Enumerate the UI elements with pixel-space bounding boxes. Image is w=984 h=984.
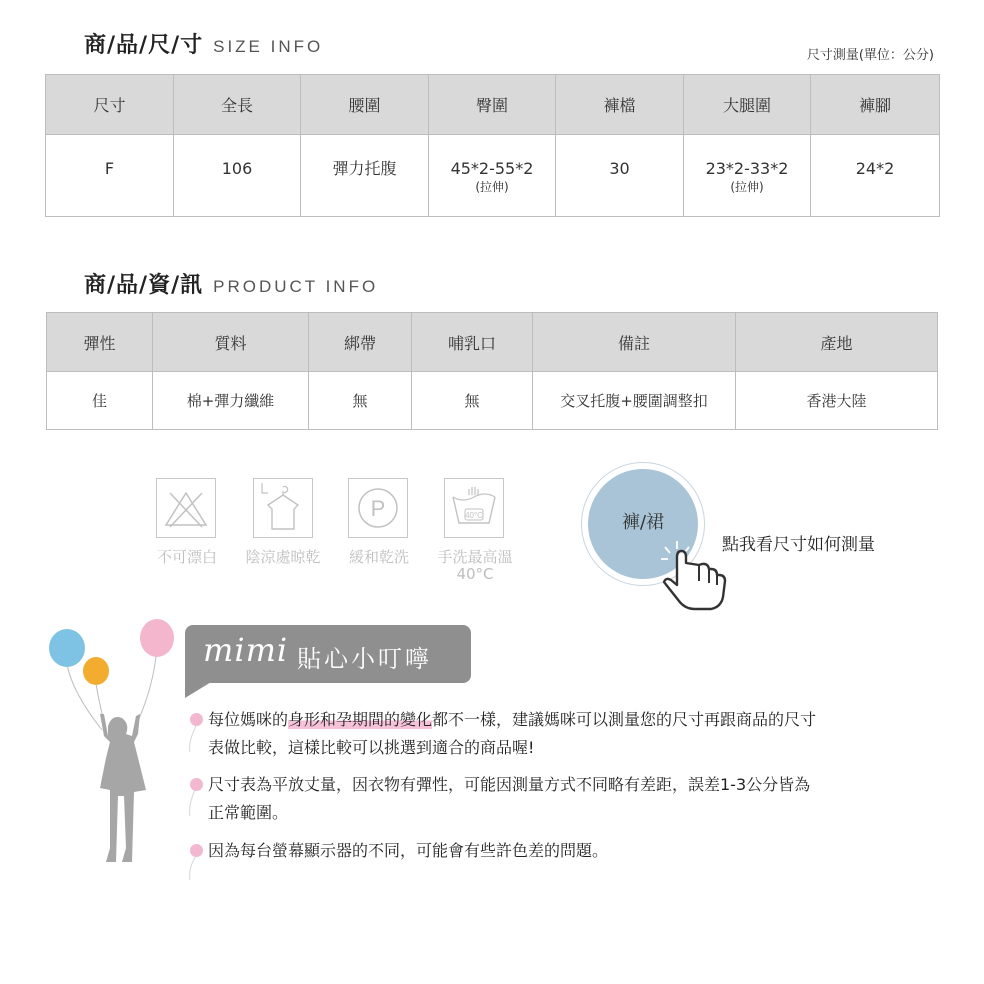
header-material: 質料 [153, 313, 309, 372]
care-label-shade-dry: 陰涼處晾乾 [245, 548, 321, 566]
cell-elasticity: 佳 [47, 372, 153, 430]
header-length: 全長 [174, 75, 301, 135]
cell-thigh [684, 135, 811, 217]
cell-hip-note: (拉伸) [475, 179, 509, 194]
cell-size-value: F [104, 158, 115, 178]
header-crotch: 褲檔 [556, 75, 684, 135]
product-table-row [47, 372, 938, 430]
cell-hem-value: 24*2 [855, 158, 895, 178]
size-title-zh: 商/品/尺/寸 [84, 33, 204, 58]
balloon-blue [49, 629, 85, 667]
tip-3-text: 因為每台螢幕顯示器的不同，可能會有些許色差的問題。 [208, 841, 609, 860]
tip-bullet-2 [190, 778, 203, 791]
header-strap: 綁帶 [309, 313, 412, 372]
gentle-dry-clean-icon [348, 478, 408, 538]
tip-2-text: 尺寸表為平放丈量，因衣物有彈性，可能因測量方式不同略有差距，誤差1-3公分皆為 [208, 775, 811, 794]
header-hip: 臀圍 [429, 75, 556, 135]
care-label-hand-wash-temp: 40°C [456, 565, 494, 583]
tip-1-text-start: 每位媽咪的 [208, 710, 289, 729]
care-label-hand-wash: 手洗最高溫 [437, 548, 513, 566]
measure-circle-label: 褲/裙 [621, 512, 665, 533]
dry-clean-letter: P [370, 496, 386, 521]
tip-item-3 [208, 837, 928, 865]
care-label-no-bleach: 不可漂白 [156, 548, 217, 566]
header-thigh: 大腿圍 [684, 75, 811, 135]
product-title-en: PRODUCT INFO [213, 277, 379, 296]
tip-1-line-2: 表做比較，這樣比較可以挑選到適合的商品喔! [208, 738, 535, 757]
cell-thigh-note: (拉伸) [730, 179, 764, 194]
shade-dry-icon [253, 478, 313, 538]
tip-item-1 [208, 706, 928, 762]
product-section-title [84, 268, 378, 299]
tip-bullet-1 [190, 713, 203, 726]
care-label-gentle-dry-clean: 緩和乾洗 [348, 548, 409, 566]
cell-crotch [556, 135, 684, 217]
tip-1-text-end: 都不一樣，建議媽咪可以測量您的尺寸再跟商品的尺寸 [432, 710, 817, 729]
header-notes: 備註 [533, 313, 736, 372]
tip-1-highlight: 身形和孕期間的變化 [288, 710, 433, 729]
balloon-orange [83, 657, 109, 685]
size-table [45, 74, 940, 217]
cell-length-value: 106 [221, 158, 253, 178]
header-size: 尺寸 [46, 75, 174, 135]
tip-2-line-2: 正常範圍。 [208, 803, 289, 822]
header-nursing: 哺乳口 [412, 313, 533, 372]
size-title-en: SIZE INFO [213, 37, 324, 56]
size-section-title [84, 28, 323, 59]
tips-title: 貼心小叮嚀 [297, 645, 432, 673]
header-waist: 腰圍 [301, 75, 429, 135]
cell-material: 棉+彈力纖維 [153, 372, 309, 430]
cell-hip [429, 135, 556, 217]
cell-size [46, 135, 174, 217]
no-bleach-icon [156, 478, 216, 538]
cell-waist [301, 135, 429, 217]
wash-temp-badge: 40°C [465, 511, 483, 520]
cell-length [174, 135, 301, 217]
product-table [46, 312, 938, 430]
header-hem: 褲腳 [811, 75, 940, 135]
balloon-pink [140, 619, 174, 657]
tips-bubble [185, 625, 471, 683]
cell-origin: 香港大陸 [736, 372, 938, 430]
unit-note: 尺寸測量(單位：公分) [806, 48, 934, 63]
tips-bubble-tail [185, 676, 221, 698]
size-table-header-row [46, 75, 940, 135]
cell-thigh-value: 23*2-33*2 [705, 158, 789, 178]
tips-brand: mimi [203, 631, 289, 669]
cell-nursing: 無 [412, 372, 533, 430]
balloon-girl-illustration [40, 612, 190, 874]
hand-wash-40-icon [444, 478, 504, 538]
header-elasticity: 彈性 [47, 313, 153, 372]
product-table-header-row [47, 313, 938, 372]
cell-hem [811, 135, 940, 217]
tip-item-2 [208, 771, 928, 827]
cell-strap: 無 [309, 372, 412, 430]
cell-crotch-value: 30 [609, 158, 630, 178]
cell-hip-value: 45*2-55*2 [450, 158, 534, 178]
size-table-row [46, 135, 940, 217]
measure-guide-link[interactable]: 點我看尺寸如何測量 [722, 535, 875, 555]
cell-notes: 交叉托腹+腰圍調整扣 [533, 372, 736, 430]
header-origin: 產地 [736, 313, 938, 372]
cell-waist-value: 彈力托腹 [332, 158, 397, 178]
tip-bullet-3 [190, 844, 203, 857]
product-title-zh: 商/品/資/訊 [84, 273, 204, 298]
